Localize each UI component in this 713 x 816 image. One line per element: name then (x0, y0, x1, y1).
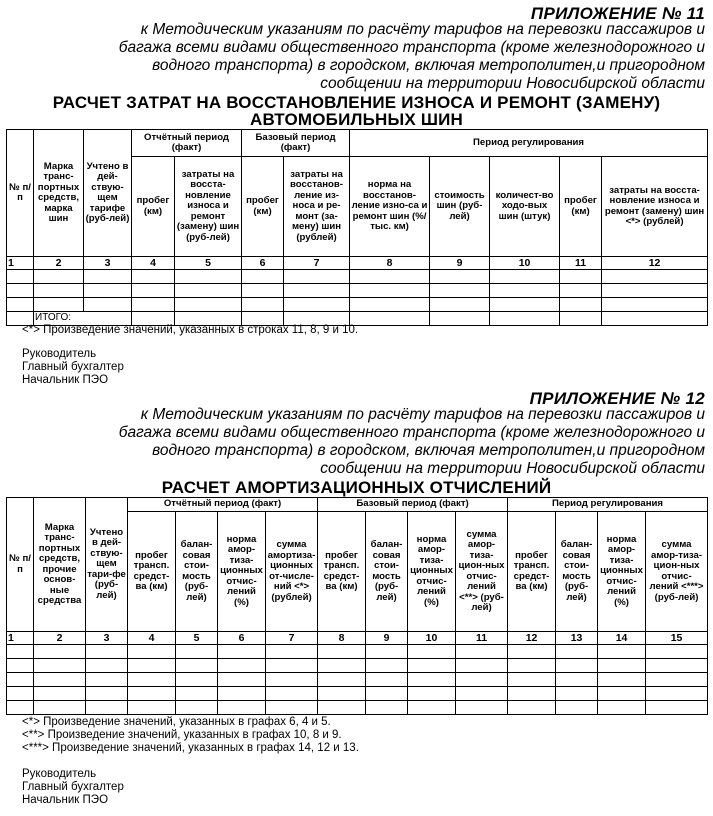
column-number: 5 (175, 257, 242, 270)
appendix-11-signatures (22, 348, 124, 387)
appendix-12-title: ПРИЛОЖЕНИЕ № 12 (529, 389, 705, 408)
column-number: 2 (34, 632, 86, 645)
rep-balance-header: балан-совая стои-мость (руб-лей) (176, 512, 218, 632)
reg-balance-header: балан-совая стои-мость (руб-лей) (556, 512, 598, 632)
depreciation-table (6, 497, 708, 715)
footnote: <*> Произведение значений, указанных в графах 6, 4 и 5. (22, 716, 331, 728)
subtitle-line: к Методическим указаниям по расчёту тарифов на перевозки пассажиров и (140, 21, 705, 38)
column-number: 8 (318, 632, 366, 645)
reg-norm-header: норма на восстанов-ление изно-са и ремонт шин (%/тыс. км) (350, 157, 430, 257)
footnote: <**> Произведение значений, указанных в графах 10, 8 и 9. (22, 729, 342, 741)
column-number: 5 (176, 632, 218, 645)
column-number: 15 (646, 632, 708, 645)
total-label: ИТОГО: (34, 312, 132, 326)
table-row (7, 687, 708, 701)
base-norm-header: норма амор-тиза-ционных отчис-лений (%) (408, 512, 456, 632)
column-number: 11 (560, 257, 602, 270)
group-regulation-header: Период регулирования (508, 498, 708, 512)
table-row (7, 701, 708, 715)
column-number: 10 (408, 632, 456, 645)
appendix-11-title: ПРИЛОЖЕНИЕ № 11 (530, 4, 705, 23)
reg-norm-header: норма амор-тиза-ционных отчис-лений (%) (598, 512, 646, 632)
table-row (7, 673, 708, 687)
column-number: 2 (34, 257, 84, 270)
column-number: 3 (84, 257, 132, 270)
table-row (7, 284, 708, 298)
rep-sum-header: сумма амортиза-ционных от-числе-ний <*> (рублей) (266, 512, 318, 632)
column-number: 6 (218, 632, 266, 645)
table-row (7, 270, 708, 284)
reg-cost-header: стоимость шин (руб-лей) (430, 157, 490, 257)
rep-norm-header: норма амор-тиза-ционных отчис-лений (%) (218, 512, 266, 632)
reg-mileage-header: пробег (км) (560, 157, 602, 257)
appendix-11-footnote: <*> Произведение значений, указанных в строках 11, 8, 9 и 10. (22, 324, 359, 336)
column-number: 13 (556, 632, 598, 645)
column-number: 6 (242, 257, 284, 270)
subtitle-line: багажа всеми видами общественного транспорта (кроме железнодорожного и (118, 424, 705, 441)
subtitle-line: водного транспорта) в городском, включая метрополитен,и пригородном (152, 442, 705, 459)
signature-pe-head: Начальник ПЭО (22, 794, 109, 806)
column-numbers-row (7, 257, 708, 270)
table-row (7, 645, 708, 659)
column-number: 4 (128, 632, 176, 645)
group-base-header: Базовый период (факт) (318, 498, 508, 512)
column-number: 14 (598, 632, 646, 645)
appendix-12-footnotes (22, 716, 359, 755)
signature-director: Руководитель (22, 768, 97, 780)
base-mileage-header: пробег (км) (242, 157, 284, 257)
appendix-12-subtitle (0, 406, 705, 478)
column-number: 4 (132, 257, 175, 270)
tire-costs-table (6, 129, 708, 326)
appendix-11-subtitle (0, 21, 705, 93)
subtitle-line: к Методическим указаниям по расчёту тарифов на перевозки пассажиров и (140, 406, 705, 423)
group-reporting-header: Отчётный период (факт) (132, 130, 242, 157)
signature-director: Руководитель (22, 348, 97, 360)
base-costs-header: затраты на восстанов-ление из-носа и ре-монт (за-мену) шин (рублей) (284, 157, 350, 257)
column-number: 11 (456, 632, 508, 645)
column-number: 12 (602, 257, 708, 270)
base-mileage-header: пробег трансп. средст-ва (км) (318, 512, 366, 632)
rep-costs-header: затраты на восста-новление износа и ремонт (замену) шин (руб-лей) (175, 157, 242, 257)
signature-chief-accountant: Главный бухгалтер (22, 361, 124, 373)
reg-sum-header: сумма амор-тиза-цион-ных отчис-лений <***> (руб-лей) (646, 512, 708, 632)
base-balance-header: балан-совая стои-мость (руб-лей) (366, 512, 408, 632)
table-row (7, 298, 708, 312)
group-reporting-header: Отчётный период (факт) (128, 498, 318, 512)
footnote: <***> Произведение значений, указанных в графах 14, 12 и 13. (22, 742, 359, 754)
column-number: 7 (266, 632, 318, 645)
column-number: 10 (490, 257, 560, 270)
heading-line: АВТОМОБИЛЬНЫХ ШИН (249, 110, 464, 129)
subtitle-line: багажа всеми видами общественного транспорта (кроме железнодорожного и (118, 39, 705, 56)
table-row (7, 659, 708, 673)
column-number: 12 (508, 632, 556, 645)
column-number: 9 (366, 632, 408, 645)
column-number: 1 (7, 257, 34, 270)
col-number-header: № п/п (7, 498, 34, 632)
reg-mileage-header: пробег трансп. средст-ва (км) (508, 512, 556, 632)
col-brand-header: Марка транс-портных средств, прочие основ-ные средства (34, 498, 86, 632)
column-number: 3 (86, 632, 128, 645)
signature-pe-head: Начальник ПЭО (22, 374, 109, 386)
column-number: 7 (284, 257, 350, 270)
subtitle-line: водного транспорта) в городском, включая метрополитен,и пригородном (152, 57, 705, 74)
reg-costs-header: затраты на восста-новление износа и ремонт (замену) шин <*> (рублей) (602, 157, 708, 257)
appendix-12-signatures (22, 768, 124, 807)
rep-mileage-header: пробег трансп. средст-ва (км) (128, 512, 176, 632)
col-tariff-header: Учтено в дей-ствую-щем тари-фе (руб-лей) (86, 498, 128, 632)
rep-mileage-header: пробег (км) (132, 157, 175, 257)
base-sum-header: сумма амор-тиза-цион-ных отчис-лений <**> (руб-лей) (456, 512, 508, 632)
depreciation-heading: РАСЧЕТ АМОРТИЗАЦИОННЫХ ОТЧИСЛЕНИЙ (161, 478, 552, 497)
group-base-header: Базовый период (факт) (242, 130, 350, 157)
col-tariff-header: Учтено в дей-ствую-щем тарифе (руб-лей) (84, 130, 132, 257)
column-number: 1 (7, 632, 34, 645)
signature-chief-accountant: Главный бухгалтер (22, 781, 124, 793)
reg-quantity-header: количест-во ходо-вых шин (штук) (490, 157, 560, 257)
column-number: 9 (430, 257, 490, 270)
col-number-header: № п/п (7, 130, 34, 257)
column-numbers-row (7, 632, 708, 645)
column-number: 8 (350, 257, 430, 270)
subtitle-line: сообщении на территории Новосибирской области (320, 460, 705, 477)
tire-costs-heading (0, 94, 713, 128)
col-brand-header: Марка транс-портных средств, марка шин (34, 130, 84, 257)
subtitle-line: сообщении на территории Новосибирской области (320, 75, 705, 92)
group-regulation-header: Период регулирования (350, 130, 708, 157)
heading-line: РАСЧЕТ ЗАТРАТ НА ВОССТАНОВЛЕНИЕ ИЗНОСА И РЕМОНТ (ЗАМЕНУ) (52, 93, 661, 112)
